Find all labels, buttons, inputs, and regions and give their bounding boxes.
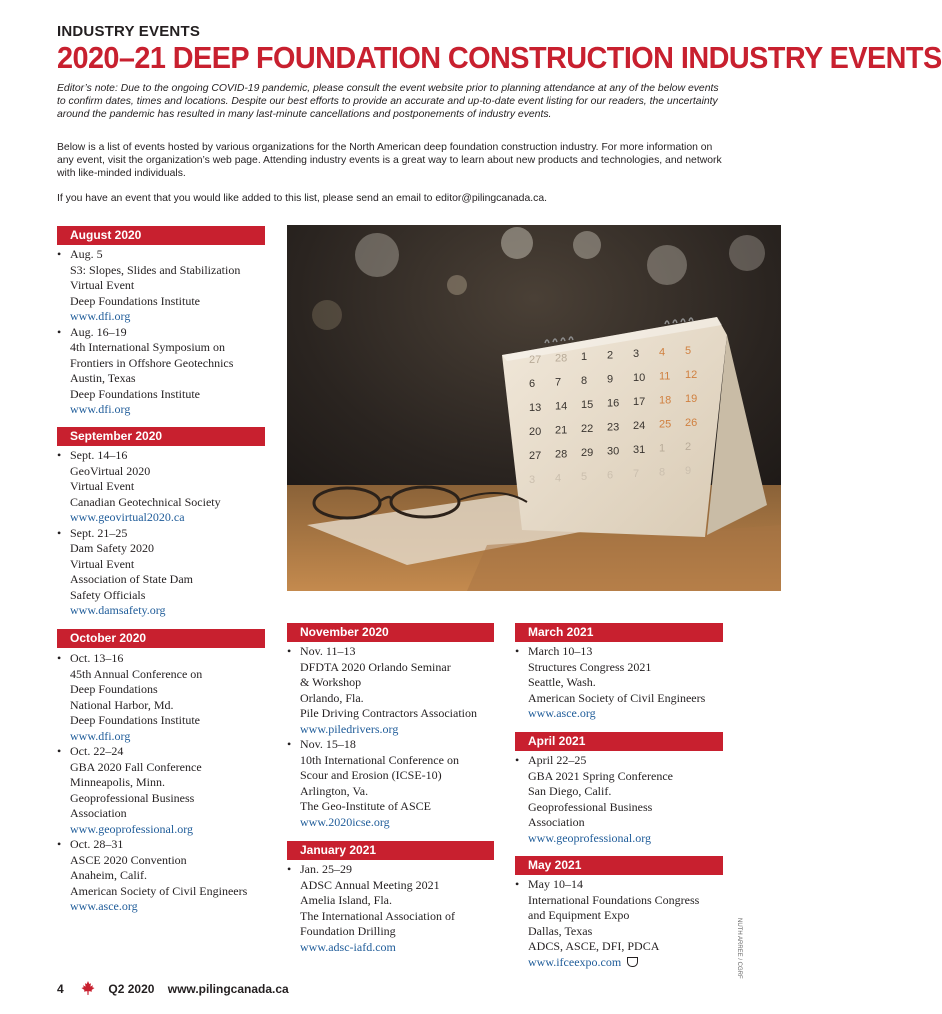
calendar-digit: 17 bbox=[633, 396, 646, 408]
calendar-digit: 5 bbox=[685, 345, 692, 357]
calendar-digit: 25 bbox=[659, 418, 672, 431]
event-detail: Dallas, Texas bbox=[528, 923, 593, 938]
calendar-digit: 6 bbox=[607, 469, 614, 482]
calendar-digit: 16 bbox=[607, 397, 620, 410]
event-item bbox=[57, 247, 272, 325]
calendar-digit: 2 bbox=[685, 441, 692, 453]
calendar-digit: 22 bbox=[581, 423, 594, 435]
event-detail: The International Association of bbox=[300, 908, 455, 923]
intro-paragraph: Below is a list of events hosted by various organizations for the North American deep foundation construction industry. For more information on any event, visit the organization’s web page. Attending industry events is a great way to learn about new products and technologies, and network with like-minded individuals. bbox=[57, 142, 722, 180]
month-header-sep2020: September 2020 bbox=[57, 427, 265, 446]
calendar-digit: 5 bbox=[581, 471, 588, 483]
event-url[interactable]: www.geovirtual2020.ca bbox=[70, 510, 185, 524]
event-detail: Virtual Event bbox=[70, 278, 135, 292]
event-url[interactable]: www.damsafety.org bbox=[70, 603, 166, 617]
calendar-digit: 11 bbox=[659, 370, 671, 383]
event-detail: Association bbox=[70, 806, 127, 820]
event-detail: San Diego, Calif. bbox=[528, 784, 612, 798]
event-item bbox=[57, 837, 282, 915]
event-date: Sept. 14–16 bbox=[70, 448, 128, 462]
event-list-jan2021 bbox=[287, 862, 507, 955]
event-detail: American Society of Civil Engineers bbox=[70, 883, 248, 898]
month-header-aug2020: August 2020 bbox=[57, 226, 265, 245]
event-detail: Amelia Island, Fla. bbox=[300, 893, 392, 907]
calendar-digit: 8 bbox=[659, 466, 666, 479]
event-detail: ADCS, ASCE, DFI, PDCA bbox=[528, 939, 660, 953]
event-date: Nov. 15–18 bbox=[300, 737, 356, 751]
event-item bbox=[57, 651, 282, 744]
calendar-digit: 18 bbox=[659, 394, 672, 407]
bullet: • bbox=[57, 744, 62, 758]
event-detail: Pile Driving Contractors Association bbox=[300, 706, 477, 720]
calendar-digit: 19 bbox=[685, 393, 698, 405]
end-mark-icon bbox=[627, 957, 638, 967]
event-date: Sept. 21–25 bbox=[70, 525, 128, 540]
event-list-mar2021 bbox=[515, 644, 735, 722]
event-url[interactable]: www.asce.org bbox=[528, 706, 596, 720]
calendar-illustration bbox=[287, 225, 781, 591]
event-url[interactable]: www.dfi.org bbox=[70, 402, 131, 416]
bullet: • bbox=[57, 247, 62, 261]
event-list-oct2020 bbox=[57, 651, 282, 915]
calendar-digit: 12 bbox=[685, 369, 698, 381]
event-detail: Deep Foundations Institute bbox=[70, 386, 200, 401]
page-title: 2020–21 DEEP FOUNDATION CONSTRUCTION INDUSTRY EVENTS bbox=[57, 40, 942, 75]
calendar-digit: 24 bbox=[633, 420, 646, 432]
event-detail: 45th Annual Conference on bbox=[70, 666, 203, 681]
event-detail: Association bbox=[528, 815, 585, 829]
bullet: • bbox=[57, 525, 62, 540]
event-detail: and Equipment Expo bbox=[528, 908, 630, 922]
calendar-digit: 15 bbox=[581, 399, 594, 411]
event-detail: Geoprofessional Business bbox=[528, 799, 653, 814]
event-item bbox=[57, 325, 272, 418]
calendar-digit: 1 bbox=[659, 442, 666, 455]
event-list-apr2021 bbox=[515, 753, 735, 846]
site-url[interactable]: www.pilingcanada.ca bbox=[167, 982, 289, 996]
event-detail: American Society of Civil Engineers bbox=[528, 690, 706, 705]
month-header-oct2020: October 2020 bbox=[57, 629, 265, 648]
calendar-digit: 27 bbox=[529, 354, 542, 366]
calendar-photo bbox=[287, 225, 781, 591]
calendar-digit: 8 bbox=[581, 375, 588, 387]
event-detail: Deep Foundations Institute bbox=[70, 293, 200, 308]
event-detail: Canadian Geotechnical Society bbox=[70, 494, 221, 509]
bullet: • bbox=[287, 862, 292, 876]
event-detail: S3: Slopes, Slides and Stabilization bbox=[70, 262, 241, 277]
bullet: • bbox=[57, 324, 62, 339]
event-url[interactable]: www.ifceexpo.com bbox=[528, 955, 737, 971]
event-detail: GBA 2020 Fall Conference bbox=[70, 759, 202, 774]
page-footer bbox=[57, 981, 289, 998]
editor-note: Editor’s note: Due to the ongoing COVID-19 pandemic, please consult the event website prior to planning attendance at any of the below events to confirm dates, times and locations. Despite our best efforts to provide an accurate and up-to-date event listing for our readers, the uncertainty around the pandemic has resulted in many last-minute cancellations and postponements of industry events. bbox=[57, 83, 719, 121]
event-detail: Structures Congress 2021 bbox=[528, 659, 652, 674]
calendar-digit: 6 bbox=[529, 378, 536, 390]
calendar-digit: 28 bbox=[555, 352, 568, 365]
event-date: March 10–13 bbox=[528, 644, 593, 658]
event-detail: Deep Foundations Institute bbox=[70, 713, 200, 727]
issue-label: Q2 2020 bbox=[108, 982, 155, 996]
event-date: Nov. 11–13 bbox=[300, 644, 356, 658]
event-detail: Seattle, Wash. bbox=[528, 675, 596, 689]
month-header-nov2020: November 2020 bbox=[287, 623, 494, 642]
bullet: • bbox=[515, 644, 520, 658]
calendar-digit: 30 bbox=[607, 445, 620, 458]
event-url[interactable]: www.piledrivers.org bbox=[300, 721, 399, 736]
event-item bbox=[57, 448, 272, 526]
event-url[interactable]: www.dfi.org bbox=[70, 309, 131, 323]
calendar-digit: 3 bbox=[633, 348, 640, 360]
bullet: • bbox=[57, 837, 62, 851]
bullet: • bbox=[287, 737, 292, 751]
event-detail: Austin, Texas bbox=[70, 371, 136, 385]
event-detail: ADSC Annual Meeting 2021 bbox=[300, 877, 440, 892]
calendar-digit: 13 bbox=[529, 402, 542, 414]
event-detail: Minneapolis, Minn. bbox=[70, 775, 165, 789]
event-detail: Arlington, Va. bbox=[300, 783, 369, 798]
event-detail: Foundation Drilling bbox=[300, 924, 396, 938]
event-list-nov2020 bbox=[287, 644, 507, 830]
calendar-digit: 1 bbox=[581, 351, 588, 363]
calendar-digit: 2 bbox=[607, 349, 614, 362]
event-date: April 22–25 bbox=[528, 753, 587, 767]
event-url[interactable]: www.geoprofessional.org bbox=[70, 821, 193, 836]
calendar-digit: 10 bbox=[633, 372, 646, 384]
event-detail: GeoVirtual 2020 bbox=[70, 463, 151, 478]
calendar-digit: 4 bbox=[659, 346, 666, 359]
event-date: Oct. 22–24 bbox=[70, 744, 124, 758]
event-detail: Orlando, Fla. bbox=[300, 690, 364, 705]
event-detail: Association of State Dam bbox=[70, 572, 193, 586]
calendar-digit: 20 bbox=[529, 426, 542, 438]
event-date: Jan. 25–29 bbox=[300, 862, 352, 876]
event-detail: ASCE 2020 Convention bbox=[70, 852, 187, 867]
calendar-digit: 4 bbox=[555, 472, 562, 485]
event-detail: Deep Foundations bbox=[70, 682, 158, 696]
bullet: • bbox=[57, 651, 62, 665]
event-list-sep2020 bbox=[57, 448, 272, 619]
calendar-digit: 26 bbox=[685, 417, 698, 429]
event-list-aug2020 bbox=[57, 247, 272, 418]
calendar-digit: 31 bbox=[633, 444, 646, 456]
event-date: Aug. 5 bbox=[70, 247, 103, 261]
bullet: • bbox=[287, 644, 292, 658]
event-date: Oct. 28–31 bbox=[70, 837, 124, 851]
bullet: • bbox=[57, 448, 62, 462]
event-detail: DFDTA 2020 Orlando Seminar bbox=[300, 659, 451, 674]
calendar-digit: 14 bbox=[555, 400, 568, 413]
event-url[interactable]: www.asce.org bbox=[70, 899, 138, 913]
event-date: Oct. 13–16 bbox=[70, 651, 124, 665]
photo-credit: NUTH ARREE / CGRF bbox=[736, 918, 742, 979]
event-url[interactable]: www.2020icse.org bbox=[300, 814, 390, 829]
month-header-mar2021: March 2021 bbox=[515, 623, 723, 642]
month-header-apr2021: April 2021 bbox=[515, 732, 723, 751]
calendar-digit: 28 bbox=[555, 448, 568, 461]
event-url[interactable]: www.adsc-iafd.com bbox=[300, 939, 396, 954]
event-detail: & Workshop bbox=[300, 675, 362, 689]
event-item bbox=[515, 877, 737, 970]
event-url[interactable]: www.geoprofessional.org bbox=[528, 830, 651, 845]
event-item bbox=[287, 644, 507, 737]
page-number: 4 bbox=[57, 982, 64, 996]
event-date: Aug. 16–19 bbox=[70, 324, 127, 339]
section-kicker: INDUSTRY EVENTS bbox=[57, 23, 201, 40]
maple-leaf-icon bbox=[81, 981, 95, 998]
bullet: • bbox=[515, 753, 520, 767]
calendar-digit: 27 bbox=[529, 450, 542, 462]
event-detail: International Foundations Congress bbox=[528, 892, 700, 907]
month-header-may2021: May 2021 bbox=[515, 856, 723, 875]
event-item bbox=[287, 862, 507, 955]
submission-request: If you have an event that you would like added to this list, please send an email to editor@pilingcanada.ca. bbox=[57, 193, 547, 204]
event-detail: Frontiers in Offshore Geotechnics bbox=[70, 355, 234, 370]
event-detail: Scour and Erosion (ICSE-10) bbox=[300, 768, 442, 782]
event-detail: Safety Officials bbox=[70, 587, 146, 602]
event-detail: National Harbor, Md. bbox=[70, 697, 174, 712]
event-item bbox=[57, 526, 272, 619]
calendar-digit: 3 bbox=[529, 474, 536, 486]
event-detail: The Geo-Institute of ASCE bbox=[300, 799, 431, 813]
calendar-digit: 23 bbox=[607, 421, 620, 434]
event-item bbox=[57, 744, 282, 837]
event-detail: Dam Safety 2020 bbox=[70, 541, 154, 555]
event-detail: Anaheim, Calif. bbox=[70, 868, 147, 882]
calendar-digit: 29 bbox=[581, 447, 594, 459]
event-detail: Virtual Event bbox=[70, 479, 135, 493]
calendar-digit: 7 bbox=[555, 376, 562, 389]
month-header-jan2021: January 2021 bbox=[287, 841, 494, 860]
event-url[interactable]: www.dfi.org bbox=[70, 728, 131, 743]
event-date: May 10–14 bbox=[528, 877, 583, 891]
event-list-may2021 bbox=[515, 877, 737, 970]
event-detail: Virtual Event bbox=[70, 556, 135, 571]
event-detail: 4th International Symposium on bbox=[70, 340, 225, 354]
event-detail: GBA 2021 Spring Conference bbox=[528, 768, 673, 783]
bullet: • bbox=[515, 877, 520, 891]
calendar-digit: 9 bbox=[685, 465, 692, 477]
event-item bbox=[515, 753, 735, 846]
calendar-digit: 7 bbox=[633, 468, 640, 480]
event-item bbox=[287, 737, 507, 830]
event-item bbox=[515, 644, 735, 722]
calendar-digit: 9 bbox=[607, 373, 614, 386]
event-detail: Geoprofessional Business bbox=[70, 790, 195, 805]
event-detail: 10th International Conference on bbox=[300, 752, 459, 767]
calendar-digit: 21 bbox=[555, 424, 568, 437]
